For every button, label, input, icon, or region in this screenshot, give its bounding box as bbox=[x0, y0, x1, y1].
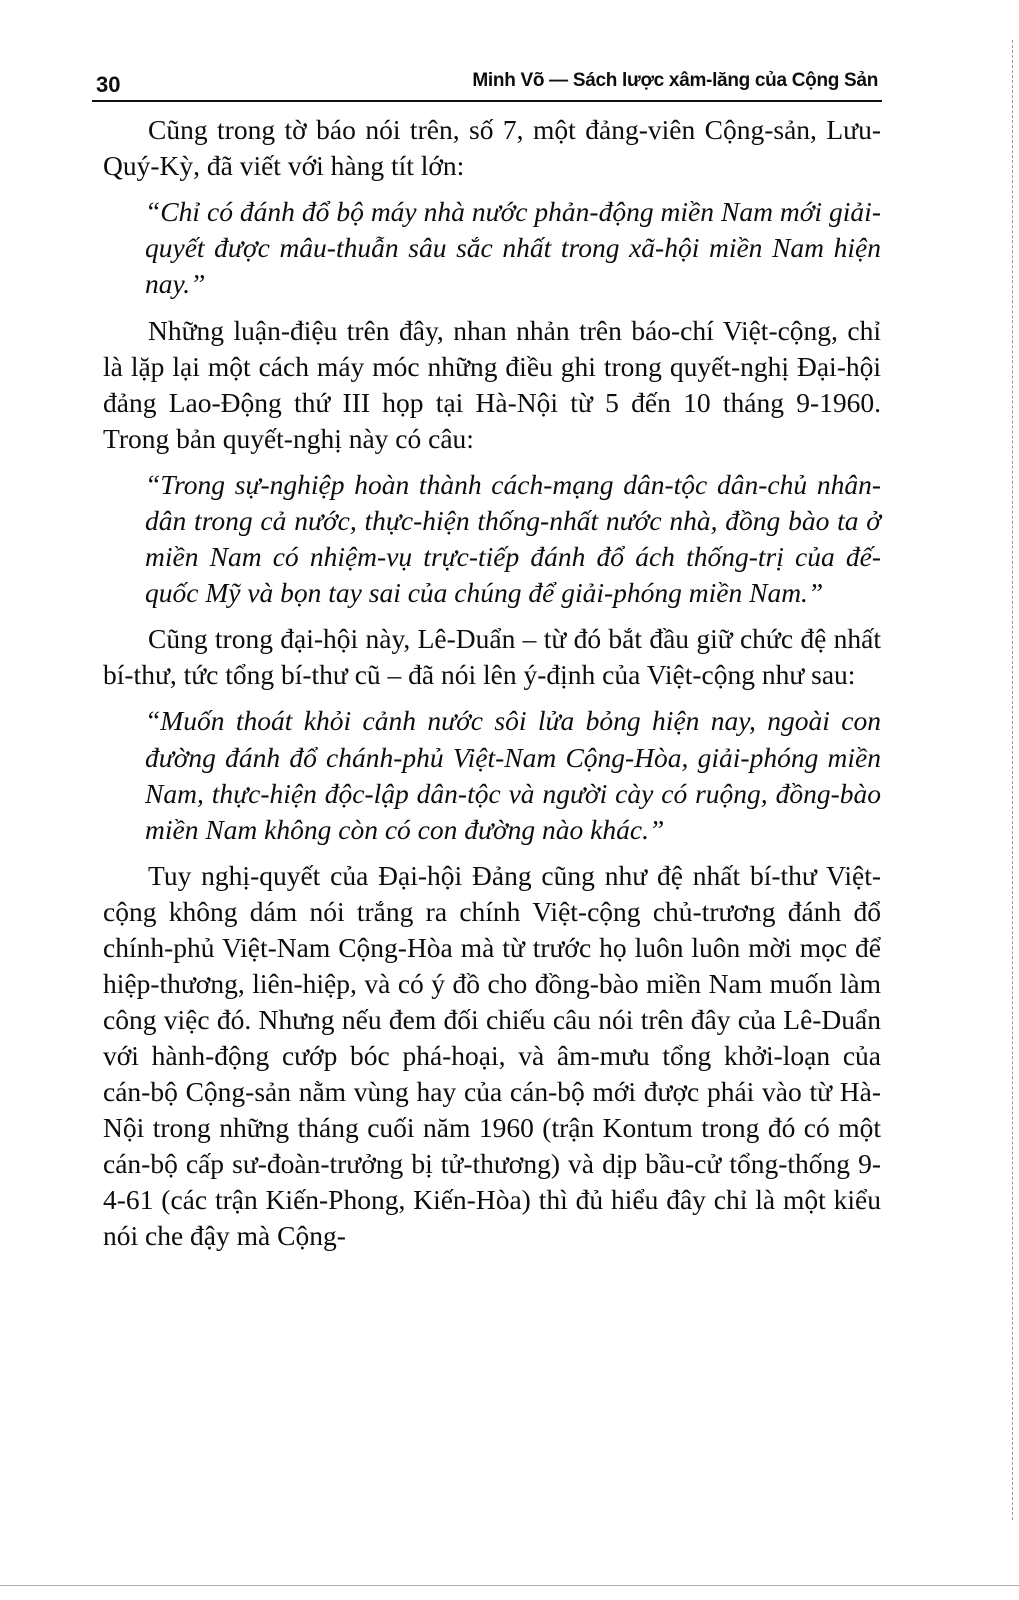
running-title: Minh Võ — Sách lược xâm-lăng của Cộng Sản bbox=[472, 70, 878, 91]
paragraph: Cũng trong đại-hội này, Lê-Duẩn – từ đó bắt đầu giữ chức đệ nhất bí-thư, tức tổng bí-thư cũ – đã nói lên ý-định của Việt-cộng như sau: bbox=[103, 623, 881, 691]
page-number: 30 bbox=[96, 72, 121, 97]
block-quote: “Muốn thoát khỏi cảnh nước sôi lửa bỏng hiện nay, ngoài con đường đánh đổ chánh-phủ Việt-Nam Cộng-Hòa, giải-phóng miền Nam, thực-hiện độc-lập dân-tộc và người cày có ruộng, đồng-bào miền Nam không còn có con đường nào khác.” bbox=[145, 705, 881, 846]
page-header bbox=[92, 68, 882, 102]
paragraph: Những luận-điệu trên đây, nhan nhản trên báo-chí Việt-cộng, chỉ là lặp lại một cách máy móc những điều ghi trong quyết-nghị Đại-hội đảng Lao-Động thứ III họp tại Hà-Nội từ 5 đến 10 tháng 9-1960. Trong bản quyết-nghị này có câu: bbox=[103, 314, 881, 454]
block-quote: “Chỉ có đánh đổ bộ máy nhà nước phản-động miền Nam mới giải-quyết được mâu-thuẫn sâu sắc nhất trong xã-hội miền Nam hiện nay.” bbox=[145, 196, 881, 300]
scan-edge-bottom bbox=[0, 1585, 1019, 1586]
paragraph: Tuy nghị-quyết của Đại-hội Đảng cũng như đệ nhất bí-thư Việt-cộng không dám nói trắng ra chính Việt-cộng chủ-trương đánh đổ chính-phủ Việt-Nam Cộng-Hòa mà từ trước họ luôn luôn mời mọc để hiệp-thương, liên-hiệp, và có ý đồ cho đồng-bào miền Nam muốn làm công việc đó. Nhưng nếu đem đối chiếu câu nói trên đây của Lê-Duẩn với hành-động cướp bóc phá-hoại, và âm-mưu tổng khởi-loạn của cán-bộ Cộng-sản nằm vùng hay của cán-bộ mới được phái vào từ Hà-Nội trong những tháng cuối năm 1960 (trận Kontum trong đó có một cán-bộ cấp sư-đoàn-trưởng bị tử-thương) và dịp bầu-cử tổng-thống 9-4-61 (các trận Kiến-Phong, Kiến-Hòa) thì đủ hiểu đây chỉ là một kiểu nói che đậy mà Cộng- bbox=[103, 860, 881, 1252]
page-body bbox=[103, 112, 881, 1264]
block-quote: “Trong sự-nghiệp hoàn thành cách-mạng dân-tộc dân-chủ nhân-dân trong cả nước, thực-hiện thống-nhất nước nhà, đồng bào ta ở miền Nam có nhiệm-vụ trực-tiếp đánh đổ ách thống-trị của đế-quốc Mỹ và bọn tay sai của chúng để giải-phóng miền Nam.” bbox=[145, 468, 881, 609]
paragraph: Cũng trong tờ báo nói trên, số 7, một đảng-viên Cộng-sản, Lưu-Quý-Kỳ, đã viết với hàng tít lớn: bbox=[103, 114, 881, 181]
scan-edge-right bbox=[1012, 40, 1019, 1520]
